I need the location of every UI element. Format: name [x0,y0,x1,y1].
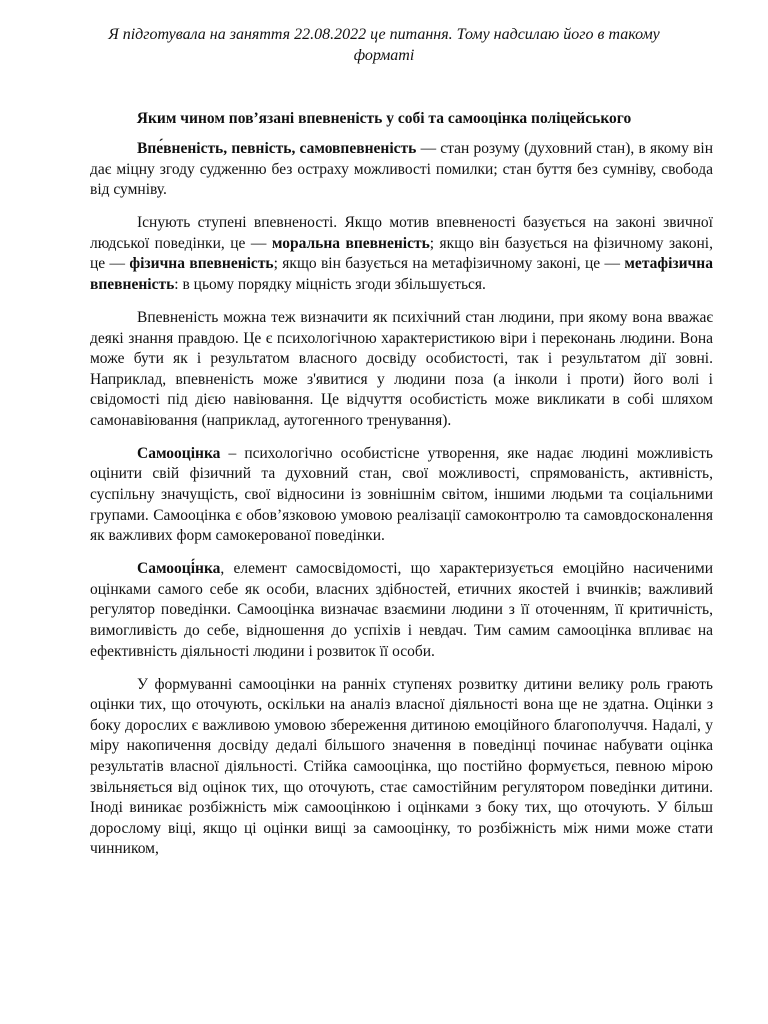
term-physical-confidence: фізична впевненість [129,255,274,273]
term-metaphysical-confidence: метафізична впевненість [90,255,713,293]
paragraph-self-esteem-definition [90,444,713,547]
term-moral-confidence: моральна впевненість [271,234,430,252]
paragraph-text: ; якщо він базується на метафізичному законі, це — [273,255,625,273]
term-confidence: Впе́вненість, певність, самовпевненість [137,140,417,157]
paragraph-confidence-psychological: Впевненість можна теж визначити як психічний стан людини, при якому вона вважає деякі знання правдою. Це є психологічною характеристикою віри і переконань людини. Вона може бути як і результатом власного досвіду особистості, так і результатом дії зовні. Наприклад, впевненість може з'явитися у людини поза (а інколи і проти) його волі і свідомості під дією навіювання. Це відчуття особистість може викликати в собі шляхом самонавіювання (наприклад, аутогенного тренування). [90,308,713,429]
term-self-esteem-accented: Самооці́нка [137,560,221,578]
paragraph-text: ; якщо він базується на фізичному законі, це — [90,234,713,273]
paragraph-text: , елемент самосвідомості, що характеризується емоційно насиченими оцінками самого себе як особи, власних здібностей, етичних якостей і вчинків; важливий регулятор поведінки. Самооцінка визначає взаємини людини з її оточенням, її критичність, вимогливість до себе, відношення до успіхів і невдач. Тим самим самооцінка впливає на ефективність діяльності людини і розвиток її особи. [90,560,713,660]
term-self-esteem: Самооцінка [137,444,221,462]
document-body [90,139,713,872]
paragraph-text: : в цьому порядку міцність згоди збільшується. [174,275,486,293]
paragraph-self-esteem-formation: У формуванні самооцінки на ранніх ступенях розвитку дитини велику роль грають оцінки тих, що оточують, оскільки на аналіз власної діяльності вона ще не здатна. Оцінки з боку дорослих є важливою умовою збереження дитиною емоційного благополуччя. Надалі, у міру накопичення досвіду дедалі більшого значення в поведінці починає набувати оцінка результатів власної діяльності. Стійка самооцінка, що постійно формується, певною мірою звільняється від оцінок тих, що оточують, стає самостійним регулятором поведінки дитини. Іноді виникає розбіжність між самооцінкою і оцінками з боку тих, що оточують. У більш дорослому віці, якщо ці оцінки вищі за самооцінку, то розбіжність між ними може стати чинником, [90,675,713,858]
author-note: Я підготувала на заняття 22.08.2022 це питання. Тому надсилаю його в такому форматі [108,26,660,64]
paragraph-confidence-definition [90,139,713,201]
paragraph-text: — стан розуму (духовний стан), в якому він дає міцну згоду судженню без остраху можливості помилки; стан буття без сумніву, свобода від сумніву. [90,140,713,199]
paragraph-text: – психологічно особистісне утворення, яке надає людині можливість оцінити свій фізичний та духовний стан, свої можливості, спрямованість, активність, суспільну значущість, свої відносини із зовнішнім світом, іншими людьми та соціальними групами. Самооцінка є обов’язковою умовою реалізації самоконтролю та самовдосконалення як важливих форм самокерованої поведінки. [90,444,713,545]
paragraph-text: Існують ступені впевненості. Якщо мотив впевненості базується на законі звичної людської поведінки, це — [90,214,713,252]
paragraph-self-esteem-element [90,559,713,662]
section-heading: Яким чином пов’язані впевненість у собі та самооцінка поліцейського [136,110,632,127]
paragraph-confidence-degrees [90,213,713,295]
